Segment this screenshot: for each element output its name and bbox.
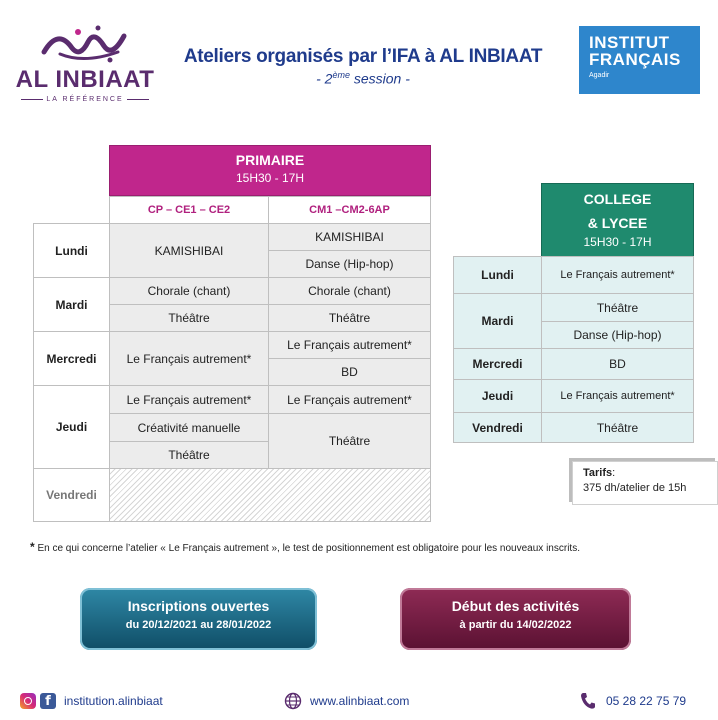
footnote: * En ce qui concerne l’atelier « Le Français autrement », le test de positionnement est obligatoire pour les nouveaux inscrits. — [30, 540, 580, 554]
primaire-col2-header: CM1 –CM2-6AP — [268, 196, 431, 224]
primaire-col1-header: CP – CE1 – CE2 — [109, 196, 269, 224]
college-title-1: COLLEGE — [583, 191, 652, 207]
primaire-time: 15H30 - 17H — [235, 171, 305, 185]
college-header — [541, 183, 694, 257]
college-day-mercredi: Mercredi — [453, 348, 542, 380]
primaire-mercredi-col2-a: Le Français autrement* — [268, 331, 431, 359]
brand-tagline: LA RÉFÉRENCE — [14, 96, 156, 103]
college-mardi-activity-1: Théâtre — [541, 293, 694, 322]
college-day-lundi: Lundi — [453, 256, 542, 294]
college-mardi-activity-2: Danse (Hip-hop) — [541, 321, 694, 349]
college-jeudi-activity: Le Français autrement* — [541, 379, 694, 413]
primaire-day-lundi: Lundi — [33, 223, 110, 278]
primaire-lundi-col2-a: KAMISHIBAI — [268, 223, 431, 251]
college-day-jeudi: Jeudi — [453, 379, 542, 413]
ifa-line2: FRANÇAIS — [589, 50, 681, 69]
college-lundi-activity: Le Français autrement* — [541, 256, 694, 294]
footer-website[interactable] — [284, 692, 409, 710]
ifa-line1: INSTITUT — [589, 33, 670, 52]
footer-phone[interactable] — [580, 692, 686, 710]
website-url: www.alinbiaat.com — [310, 694, 410, 708]
college-vendredi-activity: Théâtre — [541, 412, 694, 443]
primaire-header — [109, 145, 431, 196]
primaire-day-mardi: Mardi — [33, 277, 110, 332]
primaire-jeudi-col1-c: Théâtre — [109, 441, 269, 469]
primaire-lundi-col1: KAMISHIBAI — [109, 223, 269, 278]
college-mercredi-activity: BD — [541, 348, 694, 380]
inscriptions-dates: du 20/12/2021 au 28/01/2022 — [125, 619, 272, 631]
globe-icon — [284, 692, 302, 710]
primaire-jeudi-col1-b: Créativité manuelle — [109, 413, 269, 442]
session-subtitle: - 2ème session - — [316, 70, 410, 87]
primaire-mardi-col2-b: Théâtre — [268, 304, 431, 332]
tarifs-value: 375 dh/atelier de 15h — [583, 482, 687, 494]
inscriptions-banner[interactable] — [80, 588, 317, 650]
page-title: Ateliers organisés par l’IFA à AL INBIAAT — [183, 46, 543, 67]
primaire-jeudi-col2-a: Le Français autrement* — [268, 385, 431, 414]
ifa-city: Agadir — [589, 72, 610, 79]
facebook-icon: f — [40, 693, 56, 709]
primaire-day-jeudi: Jeudi — [33, 385, 110, 469]
primaire-mercredi-col2-b: BD — [268, 358, 431, 386]
primaire-jeudi-col1-a: Le Français autrement* — [109, 385, 269, 414]
footer-social[interactable] — [20, 692, 163, 710]
brand-name: AL INBIAAT — [15, 66, 155, 93]
college-title-2: & LYCEE — [587, 215, 648, 231]
college-time: 15H30 - 17H — [583, 235, 652, 249]
inscriptions-title: Inscriptions ouvertes — [127, 598, 270, 614]
debut-date: à partir du 14/02/2022 — [459, 619, 572, 631]
instagram-icon — [20, 693, 36, 709]
al-inbiaat-logo — [14, 22, 156, 108]
primaire-vendredi-empty — [109, 468, 431, 522]
primaire-mardi-col1-b: Théâtre — [109, 304, 269, 332]
phone-number: 05 28 22 75 79 — [606, 694, 687, 708]
primaire-mardi-col1-a: Chorale (chant) — [109, 277, 269, 305]
social-handle: institution.alinbiaat — [64, 694, 163, 708]
primaire-lundi-col2-b: Danse (Hip-hop) — [268, 250, 431, 278]
college-day-vendredi: Vendredi — [453, 412, 542, 443]
tarifs-box: Tarifs: 375 dh/atelier de 15h — [572, 461, 718, 505]
primaire-day-mercredi: Mercredi — [33, 331, 110, 386]
institut-francais-logo — [579, 26, 700, 94]
debut-title: Début des activités — [451, 598, 580, 614]
primaire-jeudi-col2-b: Théâtre — [268, 413, 431, 469]
debut-activites-banner[interactable] — [400, 588, 631, 650]
primaire-mardi-col2-a: Chorale (chant) — [268, 277, 431, 305]
primaire-day-vendredi: Vendredi — [33, 468, 110, 522]
arabic-calligraphy-logo-icon — [14, 22, 156, 64]
phone-icon — [580, 692, 596, 710]
primaire-mercredi-col1: Le Français autrement* — [109, 331, 269, 386]
primaire-title: PRIMAIRE — [235, 152, 305, 168]
tarifs-label: Tarifs — [583, 467, 613, 479]
college-day-mardi: Mardi — [453, 293, 542, 349]
